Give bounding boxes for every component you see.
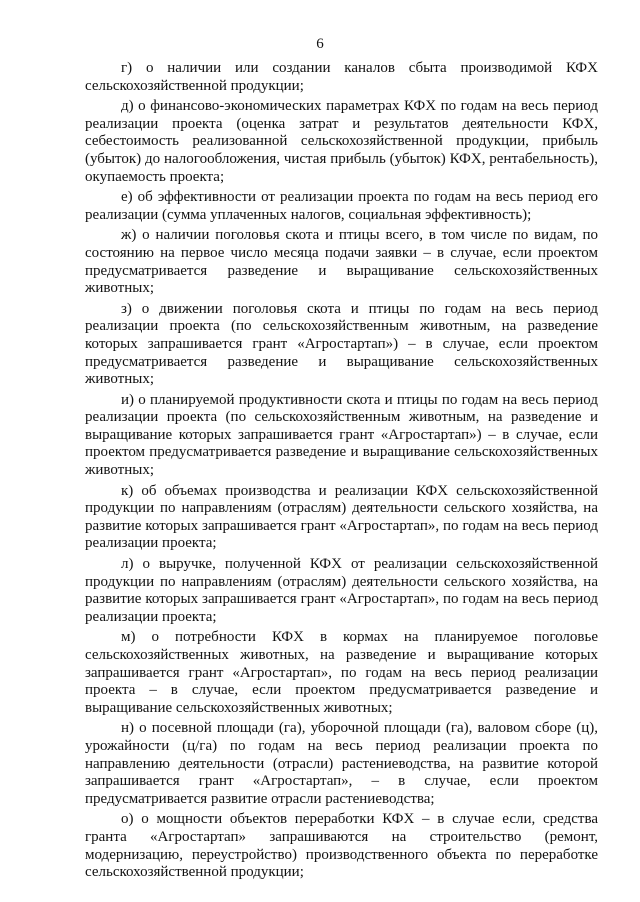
paragraph-e: е) об эффективности от реализации проекта по годам на весь период его реализации (сумма уплаченных налогов, социальная эффективность); — [85, 189, 598, 223]
document-body — [85, 60, 598, 885]
paragraph-i: и) о планируемой продуктивности скота и птицы по годам на весь период реализации проекта (по сельскохозяйственным животным, на разведение и выращивание которых запрашивается грант «Агростартап») – в случае, если проектом предусматривается разведение и выращивание сельскохозяйственных животных; — [85, 391, 598, 479]
paragraph-m: м) о потребности КФХ в кормах на планируемое поголовье сельскохозяйственных животных, на разведение и выращивание которых запрашивается грант «Агростартап», по годам на весь период реализации проекта – в случае, если проектом предусматривается разведение и выращивание сельскохозяйственных животных; — [85, 629, 598, 716]
paragraph-g: г) о наличии или создании каналов сбыта производимой КФХ сельскохозяйственной продукции; — [85, 60, 598, 94]
paragraph-zh: ж) о наличии поголовья скота и птицы всего, в том числе по видам, по состоянию на первое число месяца подачи заявки – в случае, если проектом предусматривается разведение и выращивание сельскохозяйственных животных; — [85, 227, 598, 297]
paragraph-k: к) об объемах производства и реализации КФХ сельскохозяйственной продукции по направлениям (отраслям) деятельности сельского хозяйства, на развитие которых запрашивается грант «Агростартап», по годам на весь период реализации проекта; — [85, 482, 598, 552]
page-number: 6 — [316, 36, 324, 52]
paragraph-d: д) о финансово-экономических параметрах КФХ по годам на весь период реализации проекта (оценка затрат и результатов деятельности КФХ, себестоимость реализованной сельскохозяйственной продукции, прибыль (убыток) до налогообложения, чистая прибыль (убыток) КФХ, рентабельность), окупаемость проекта; — [85, 98, 598, 185]
paragraph-n: н) о посевной площади (га), уборочной площади (га), валовом сборе (ц), урожайности (ц/га) по годам на весь период реализации проекта по направлению деятельности (отрасли) растениеводства, на развитие которой запрашивается грант «Агростартап», – в случае, если проектом предусматривается развитие отрасли растениеводства; — [85, 720, 598, 807]
paragraph-o: о) о мощности объектов переработки КФХ – в случае если, средства гранта «Агростартап» запрашиваются на строительство (ремонт, модернизацию, переустройство) производственного объекта по переработке сельскохозяйственной продукции; — [85, 811, 598, 881]
paragraph-z: з) о движении поголовья скота и птицы по годам на весь период реализации проекта (по сельскохозяйственным животным, на разведение которых запрашивается грант «Агростартап») – в случае, если проектом предусматривается разведение и выращивание сельскохозяйственных животных; — [85, 300, 598, 388]
paragraph-l: л) о выручке, полученной КФХ от реализации сельскохозяйственной продукции по направлениям (отраслям) деятельности сельского хозяйства, на развитие которых запрашивается грант «Агростартап», по годам на весь период реализации проекта; — [85, 556, 598, 625]
